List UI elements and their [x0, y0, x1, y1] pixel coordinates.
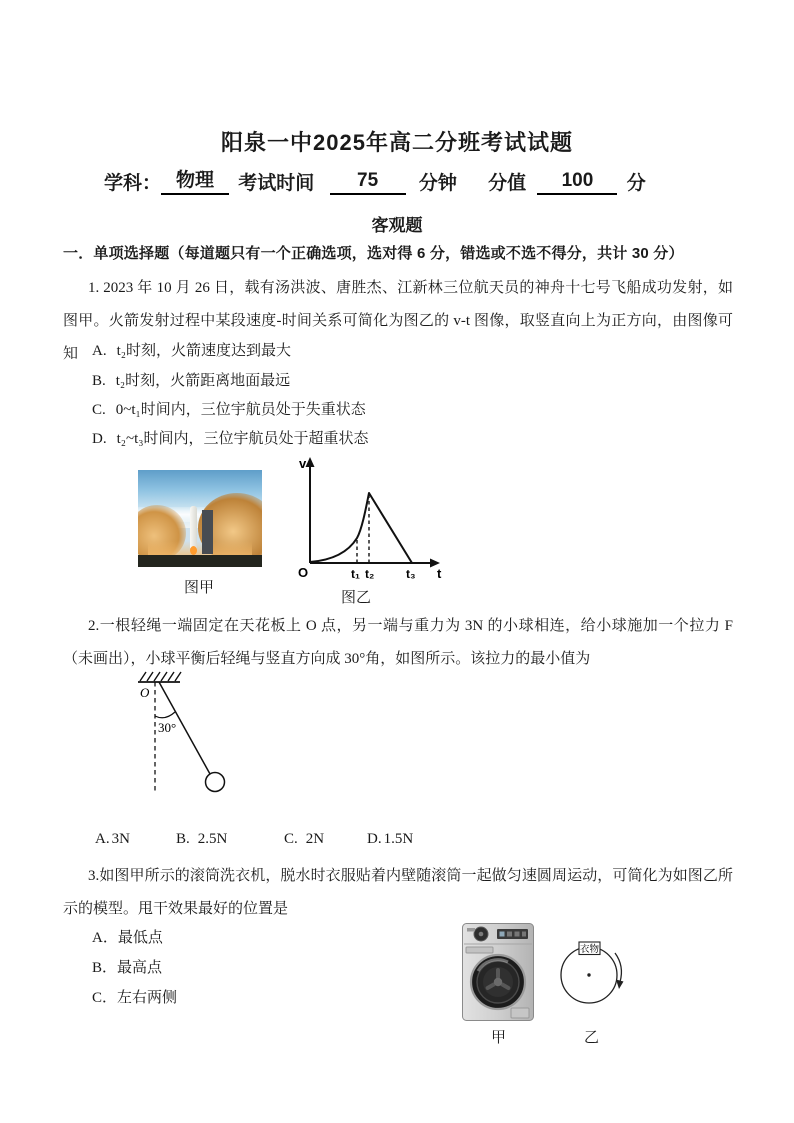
option-label: D. — [367, 831, 382, 847]
service-panel — [511, 1008, 529, 1018]
option-text: 最高点 — [117, 960, 163, 976]
option-label: C． — [92, 990, 118, 1006]
photo-flame — [190, 546, 197, 555]
ceiling-hatching — [138, 672, 181, 682]
option-text: 左右两侧 — [117, 990, 178, 1006]
clothes-label: 衣物 — [579, 945, 600, 955]
option-label: B. — [92, 373, 106, 389]
time-unit: 分钟 — [418, 173, 457, 194]
pendulum-figure — [118, 668, 248, 808]
option-label: A. — [95, 831, 110, 847]
q1-option-a — [92, 339, 291, 360]
q1-option-c — [92, 398, 366, 419]
option-label: A． — [92, 930, 118, 946]
q2-stem: 2.一根轻绳一端固定在天花板上 O 点，另一端与重力为 3N 的小球相连，给小球施加一个拉力 F（未画出），小球平衡后轻绳与竖直方向成 30°角，如图所示。该拉力的最小值为 — [63, 618, 733, 667]
q3-fig-b-caption: 乙 — [584, 1030, 600, 1046]
photo-rocket — [190, 506, 197, 548]
score-label: 分值 — [488, 173, 527, 194]
q2-option-a — [95, 831, 130, 848]
option-label: B. — [176, 831, 190, 847]
subject-label: 学科： — [104, 173, 162, 194]
rocket-launch-photo — [138, 470, 262, 567]
score-value: 100 — [537, 170, 617, 195]
option-text: 2.5N — [197, 831, 228, 847]
option-label: C. — [92, 402, 106, 418]
photo-ground — [138, 555, 262, 567]
q1-fig-a-caption: 图甲 — [184, 580, 215, 596]
section-objective-title: 客观题 — [371, 216, 423, 235]
option-text: t₂时刻，火箭距离地面最远 — [115, 373, 291, 389]
graph-v-label: v — [299, 456, 307, 471]
option-label: C. — [284, 831, 298, 847]
q3-stem: 3.如图甲所示的滚筒洗衣机，脱水时衣服贴着内壁随滚筒一起做匀速圆周运动，可简化为如图乙所示的模型。甩干效果最好的位置是 — [63, 868, 733, 917]
q3-option-a — [92, 926, 163, 947]
option-text: 0~t₁时间内，三位宇航员处于失重状态 — [115, 402, 366, 418]
detergent-drawer — [466, 947, 493, 953]
option-label: A. — [92, 343, 107, 359]
exam-meta — [104, 165, 646, 195]
time-value: 75 — [330, 170, 406, 195]
q1-option-d — [92, 427, 369, 448]
v-axis-arrow — [306, 457, 315, 467]
option-label: D. — [92, 431, 107, 447]
ball — [206, 773, 225, 792]
option-text: 2N — [305, 831, 325, 847]
velocity-curve — [310, 493, 412, 563]
q3-option-b — [92, 956, 162, 977]
center-dot — [587, 973, 590, 976]
option-label: B． — [92, 960, 118, 976]
photo-launch-tower — [202, 510, 213, 554]
time-label: 考试时间 — [238, 173, 315, 194]
q1-fig-b-caption: 图乙 — [341, 590, 372, 606]
graph-origin-label: O — [298, 565, 309, 580]
vt-graph — [295, 456, 450, 584]
washing-machine-figure — [461, 922, 535, 1024]
q3-fig-a-caption: 甲 — [491, 1030, 507, 1046]
pivot-o-label: O — [140, 685, 150, 700]
subject-value: 物理 — [161, 165, 229, 195]
angle-label: 30° — [158, 720, 177, 735]
option-text: 1.5N — [383, 831, 414, 847]
angle-arc — [155, 712, 175, 718]
q1-stem: 1. 2023 年 10 月 26 日，载有汤洪波、唐胜杰、江新林三位航天员的神舟十七号飞船成功发射，如图甲。火箭发射过程中某段速度-时间关系可简化为图乙的 v-t 图像，取竖直向上为正方向，由图像可知 — [63, 280, 733, 362]
q2-option-d — [367, 831, 413, 848]
page-title: 阳泉一中2025年高二分班考试试题 — [221, 130, 573, 155]
q2-option-c — [284, 831, 324, 848]
drum-model-figure — [556, 936, 628, 1016]
graph-t1-label: t₁ — [351, 567, 360, 581]
graph-t3-label: t₃ — [406, 567, 416, 581]
graph-t2-label: t₂ — [365, 567, 375, 581]
q3-option-c — [92, 986, 177, 1007]
brand-logo — [467, 928, 475, 932]
option-text: t₂时刻，火箭速度达到最大 — [116, 343, 291, 359]
score-unit: 分 — [626, 173, 646, 194]
option-text: 3N — [111, 831, 130, 847]
graph-t-label: t — [437, 566, 442, 581]
q2-option-b — [176, 831, 227, 848]
rotation-arrow-head — [616, 980, 624, 990]
part1-heading: 一．单项选择题（每道题只有一个正确选项，选对得 6 分，错选或不选不得分，共计 30 分） — [63, 245, 684, 262]
option-text: 最低点 — [117, 930, 163, 946]
q1-option-b — [92, 369, 290, 390]
option-text: t₂~t₃时间内，三位宇航员处于超重状态 — [116, 431, 369, 447]
